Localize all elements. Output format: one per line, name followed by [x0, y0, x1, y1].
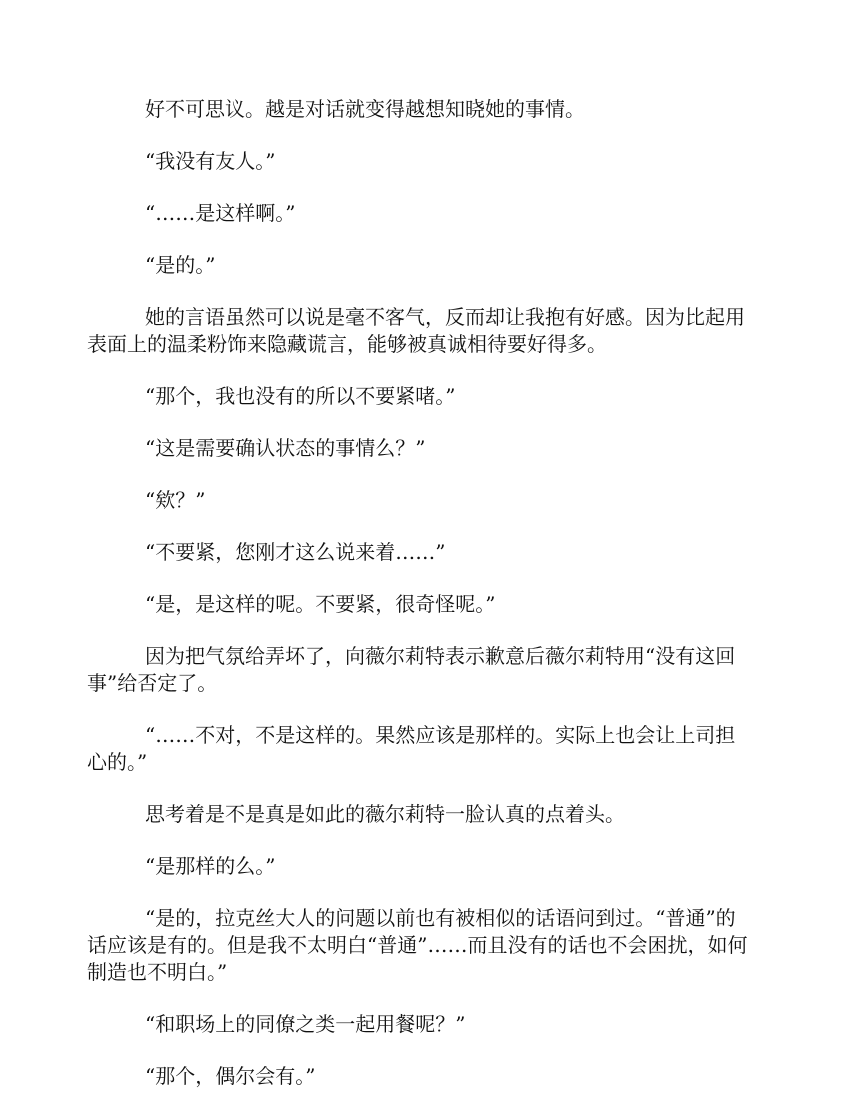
paragraph: “那个，我也没有的所以不要紧啫。” [145, 384, 456, 408]
paragraph: “这是需要确认状态的事情么？” [145, 436, 426, 460]
paragraph: “我没有友人。” [145, 149, 276, 173]
paragraph: “不要紧，您刚才这么说来着……” [145, 540, 446, 564]
paragraph: “……是这样啊。” [145, 201, 296, 225]
paragraph: 思考着是不是真是如此的薇尔莉特一脸认真的点着头。 [145, 802, 625, 826]
paragraph: “和职场上的同僚之类一起用餐呢？” [145, 1012, 466, 1036]
paragraph: “是，是这样的呢。不要紧，很奇怪呢。” [145, 592, 496, 616]
document-body [87, 96, 753, 1115]
paragraph: “是的，拉克丝大人的问题以前也有被相似的话语问到过。“普通”的话应该是有的。但是我不太明白“普通”……而且没有的话也不会困扰，如何制造也不明白。” [87, 906, 748, 984]
paragraph: “是那样的么。” [145, 854, 276, 878]
paragraph: “……不对，不是这样的。果然应该是那样的。实际上也会让上司担心的。” [87, 723, 736, 774]
paragraph: “是的。” [145, 253, 216, 277]
paragraph: “那个，偶尔会有。” [145, 1064, 316, 1088]
paragraph: “欸？” [145, 488, 206, 512]
paragraph: 好不可思议。越是对话就变得越想知晓她的事情。 [145, 97, 585, 121]
paragraph: 她的言语虽然可以说是毫不客气，反而却让我抱有好感。因为比起用表面上的温柔粉饰来隐藏谎言，能够被真诚相待要好得多。 [87, 305, 745, 356]
paragraph: 因为把气氛给弄坏了，向薇尔莉特表示歉意后薇尔莉特用“没有这回事”给否定了。 [87, 644, 736, 695]
